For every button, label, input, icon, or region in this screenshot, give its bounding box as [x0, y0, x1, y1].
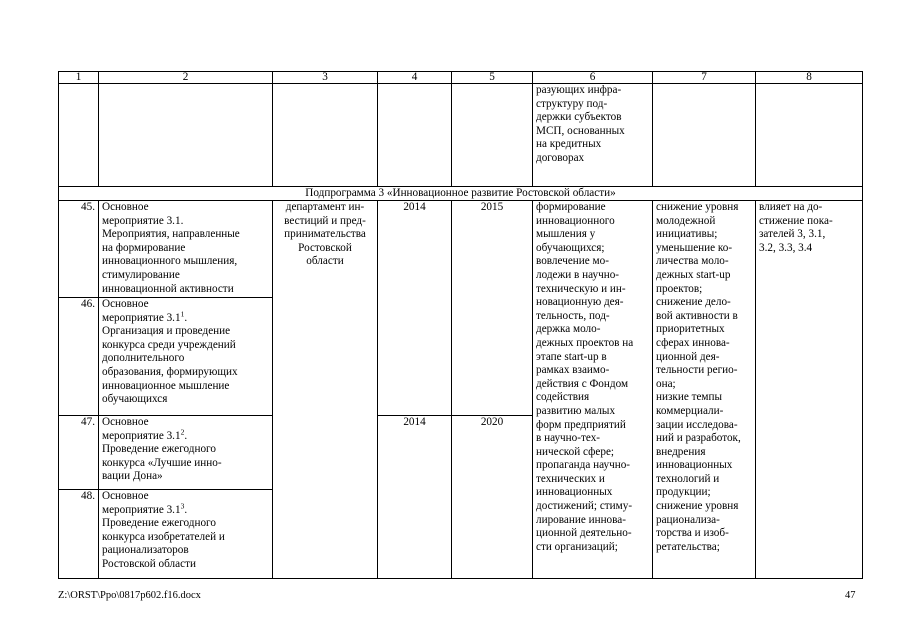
- header-row: [59, 72, 863, 84]
- header-cell: 7: [653, 72, 756, 84]
- row-name: Основное мероприятие 3.1. Мероприятия, направленные на формирование инновационного мышления, стимулирование инновационной активности: [99, 201, 273, 298]
- indicator-link: влияет на до- стижение пока- зателей 3, 3.1, 3.2, 3.3, 3.4: [756, 201, 863, 579]
- header-cell: 3: [273, 72, 378, 84]
- program-table: [58, 71, 863, 579]
- year-start: 2014: [378, 201, 452, 416]
- row-number: 45.: [59, 201, 99, 298]
- subprogram-title: Подпрограмма 3 «Инновационное развитие Ростовской области»: [59, 187, 863, 201]
- continuation-row: [59, 84, 863, 187]
- header-cell: 5: [452, 72, 533, 84]
- file-path: Z:\ORST\Ppo\0817p602.f16.docx: [58, 590, 201, 601]
- header-cell: 4: [378, 72, 452, 84]
- header-cell: 6: [533, 72, 653, 84]
- continuation-col6: разующих инфра- структуру под- держки субъектов МСП, основанных на кредитных договорах: [533, 84, 653, 187]
- row-name: Основное мероприятие $3.1^2$. Проведение ежегодного конкурса «Лучшие инно- вации Дона»: [99, 416, 273, 490]
- header-cell: 2: [99, 72, 273, 84]
- year-start: 2014: [378, 416, 452, 579]
- consequences: снижение уровня молодежной инициативы; уменьшение ко- личества моло- дежных start-up проектов; снижение дело- вой активности в приоритетных сферах иннова- ционной дея- тельности регио- она; низкие темпы коммерциали- зации исследова- ний и разработок, внедрения инновационных технологий и продукции; снижение уровня рационализа- торства и изоб- ретательства;: [653, 201, 756, 579]
- row-number: 46.: [59, 298, 99, 416]
- page-number: 47: [845, 590, 856, 601]
- subprogram-row: [59, 187, 863, 201]
- table-row: [59, 201, 863, 298]
- header-cell: 1: [59, 72, 99, 84]
- executor: департамент ин- вестиций и пред- принимательства Ростовской области: [273, 201, 378, 579]
- row-name: Основное мероприятие $3.1^1$. Организация и проведение конкурса среди учреждений дополнительного образования, формирующих инновационное мышление обучающихся: [99, 298, 273, 416]
- year-end: 2020: [452, 416, 533, 579]
- row-number: 48.: [59, 490, 99, 579]
- year-end: 2015: [452, 201, 533, 416]
- expected-result: формирование инновационного мышления у обучающихся; вовлечение мо- лодежи в научно- техническую и ин- новационную дея- тельность, под- держка моло- дежных проектов на этапе start-up в рамках взаимо- действия с Фондом содействия развитию малых форм предприятий в научно-тех- нической сфере; пропаганда научно- технических и инновационных достижений; стиму- лирование иннова- ционной деятельно- сти организаций;: [533, 201, 653, 579]
- row-name: Основное мероприятие $3.1^3$. Проведение ежегодного конкурса изобретателей и рационализаторов Ростовской области: [99, 490, 273, 579]
- row-number: 47.: [59, 416, 99, 490]
- header-cell: 8: [756, 72, 863, 84]
